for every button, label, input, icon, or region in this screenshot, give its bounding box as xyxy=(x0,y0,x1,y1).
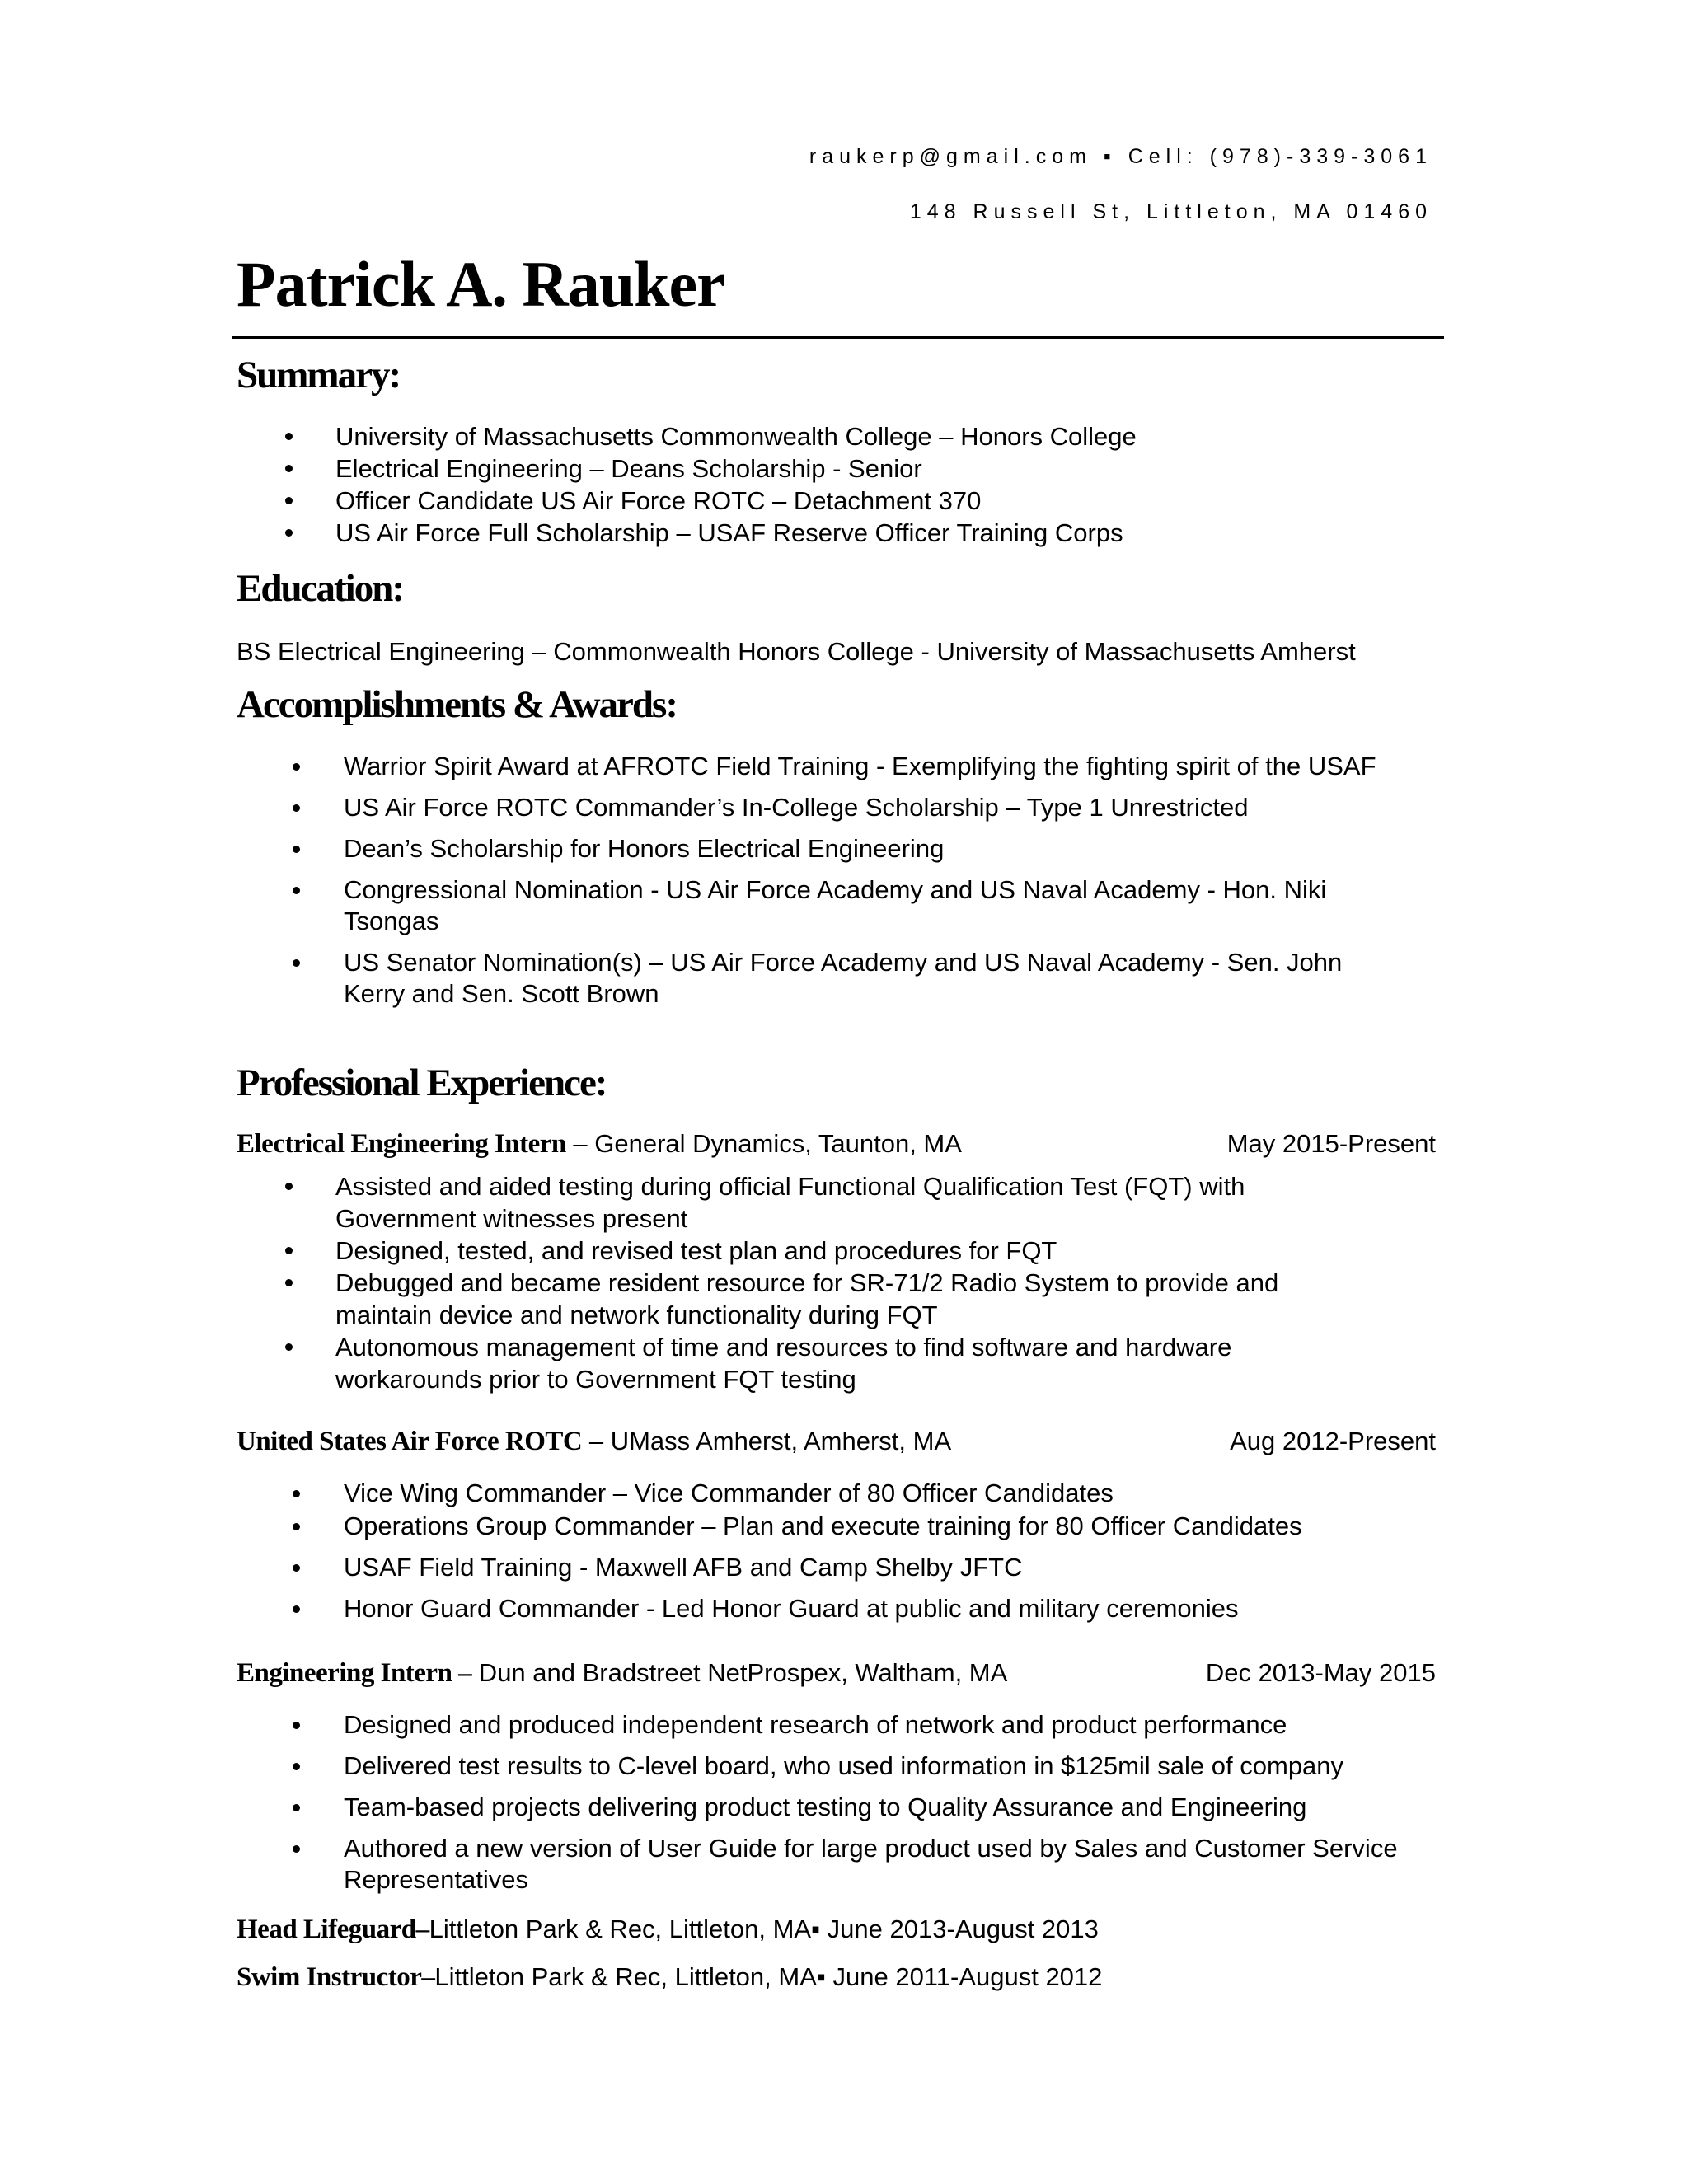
job-title: United States Air Force ROTC xyxy=(237,1427,583,1456)
job-duties-list xyxy=(0,1709,1401,1905)
job-employer: Littleton Park & Rec, Littleton, MA▪ June 2011-August 2012 xyxy=(434,1962,1103,1991)
bullet-icon xyxy=(293,1763,300,1770)
header-divider xyxy=(232,336,1444,339)
other-role xyxy=(237,1915,1099,1945)
list-item: Designed, tested, and revised test plan and procedures for FQT xyxy=(0,1235,1376,1267)
bullet-icon xyxy=(285,1247,293,1254)
list-item: Autonomous management of time and resources to find software and hardware workarounds prior to Government FQT testing xyxy=(0,1331,1376,1395)
job-dates: Dec 2013-May 2015 xyxy=(1205,1658,1436,1687)
awards-list xyxy=(0,751,1401,1019)
bullet-icon xyxy=(293,959,300,967)
bullet-icon xyxy=(285,1183,293,1190)
bullet-icon xyxy=(285,433,293,440)
job-employer: Dun and Bradstreet NetProspex, Waltham, MA xyxy=(471,1658,1008,1687)
list-item: Electrical Engineering – Deans Scholarship - Senior xyxy=(0,452,1451,485)
list-item: University of Massachusetts Commonwealth College – Honors College xyxy=(0,420,1451,452)
job-title: Swim Instructor– xyxy=(237,1962,435,1992)
bullet-icon xyxy=(285,465,293,472)
other-role xyxy=(237,1962,1102,1993)
bullet-icon xyxy=(293,763,300,771)
list-item: Authored a new version of User Guide for large product used by Sales and Customer Service Representatives xyxy=(0,1833,1401,1896)
list-item: Dean’s Scholarship for Honors Electrical Engineering xyxy=(0,833,1401,865)
summary-heading: Summary: xyxy=(237,354,401,396)
list-item: Officer Candidate US Air Force ROTC – Detachment 370 xyxy=(0,485,1451,517)
job-dates: Aug 2012-Present xyxy=(1230,1427,1436,1455)
job-header xyxy=(237,1658,1436,1691)
list-item: Warrior Spirit Award at AFROTC Field Training - Exemplifying the fighting spirit of the USAF xyxy=(0,751,1401,782)
list-item: Honor Guard Commander - Led Honor Guard at public and military ceremonies xyxy=(0,1593,1451,1624)
bullet-icon xyxy=(285,1343,293,1351)
awards-heading: Accomplishments & Awards: xyxy=(237,683,677,726)
list-item: Designed and produced independent research of network and product performance xyxy=(0,1709,1401,1741)
job-title: Electrical Engineering Intern xyxy=(237,1129,566,1159)
list-item: US Senator Nomination(s) – US Air Force Academy and US Naval Academy - Sen. John Kerry and Sen. Scott Brown xyxy=(0,947,1401,1010)
education-degree: BS Electrical Engineering – Commonwealth Honors College - University of Massachusetts Amherst xyxy=(237,637,1356,666)
bullet-icon xyxy=(293,804,300,812)
bullet-icon xyxy=(285,1279,293,1286)
job-title: Head Lifeguard– xyxy=(237,1915,429,1944)
list-item: Assisted and aided testing during official Functional Qualification Test (FQT) with Government witnesses present xyxy=(0,1170,1376,1235)
list-item: Operations Group Commander – Plan and execute training for 80 Officer Candidates xyxy=(0,1511,1451,1542)
bullet-icon xyxy=(293,1804,300,1811)
list-item: US Air Force Full Scholarship – USAF Reserve Officer Training Corps xyxy=(0,517,1451,549)
bullet-icon xyxy=(293,887,300,894)
job-employer: Littleton Park & Rec, Littleton, MA▪ June 2013-August 2013 xyxy=(429,1915,1099,1943)
bullet-icon xyxy=(293,1605,300,1613)
bullet-icon xyxy=(285,497,293,504)
job-employer: – General Dynamics, Taunton, MA xyxy=(565,1129,962,1158)
list-item: US Air Force ROTC Commander’s In-College Scholarship – Type 1 Unrestricted xyxy=(0,792,1401,823)
bullet-icon xyxy=(293,1564,300,1572)
list-item: Delivered test results to C-level board, who used information in $125mil sale of company xyxy=(0,1750,1401,1782)
contact-address: 148 Russell St, Littleton, MA 01460 xyxy=(909,200,1432,223)
job-duties-list xyxy=(0,1478,1451,1634)
job-header xyxy=(237,1129,1436,1162)
job-employer: – UMass Amherst, Amherst, MA xyxy=(582,1427,952,1455)
job-dates: May 2015-Present xyxy=(1226,1129,1436,1158)
bullet-icon xyxy=(293,1722,300,1729)
bullet-icon xyxy=(285,529,293,537)
job-title: Engineering Intern – xyxy=(237,1658,472,1688)
list-item: Vice Wing Commander – Vice Commander of 80 Officer Candidates xyxy=(0,1478,1451,1509)
list-item: Debugged and became resident resource for SR-71/2 Radio System to provide and maintain device and network functionality during FQT xyxy=(0,1267,1376,1331)
experience-heading: Professional Experience: xyxy=(237,1062,607,1104)
job-header xyxy=(237,1427,1436,1460)
job-duties-list xyxy=(0,1170,1376,1395)
candidate-name: Patrick A. Rauker xyxy=(237,248,724,320)
list-item: Team-based projects delivering product testing to Quality Assurance and Engineering xyxy=(0,1792,1401,1823)
list-item: Congressional Nomination - US Air Force Academy and US Naval Academy - Hon. Niki Tsongas xyxy=(0,874,1401,937)
education-heading: Education: xyxy=(237,567,403,610)
list-item: USAF Field Training - Maxwell AFB and Camp Shelby JFTC xyxy=(0,1552,1451,1583)
bullet-icon xyxy=(293,846,300,853)
bullet-icon xyxy=(293,1490,300,1497)
bullet-icon xyxy=(293,1845,300,1853)
contact-email-phone: raukerp@gmail.com ▪ Cell: (978)-339-3061 xyxy=(809,145,1432,168)
bullet-icon xyxy=(293,1523,300,1530)
summary-list xyxy=(0,420,1451,549)
